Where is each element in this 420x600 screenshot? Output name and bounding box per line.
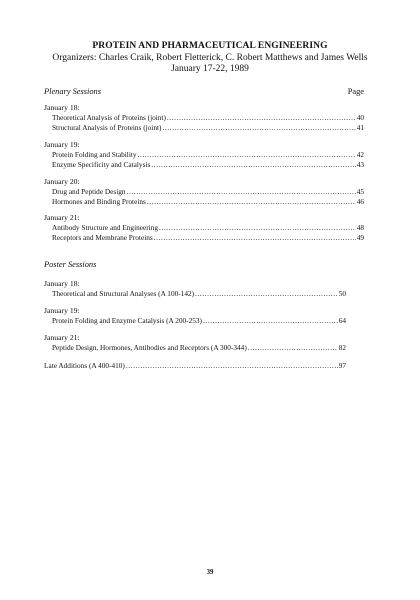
toc-entry-label: Drug and Peptide Design xyxy=(52,187,126,196)
toc-entry xyxy=(52,343,346,352)
poster-sessions-heading: Poster Sessions xyxy=(44,260,97,269)
toc-entry-page: 40 xyxy=(356,113,364,122)
leader-dots xyxy=(154,233,356,242)
toc-entry xyxy=(52,187,364,196)
page-number: 39 xyxy=(206,569,214,576)
toc-entry-page: 49 xyxy=(356,233,364,242)
toc-entry-label: Hormones and Binding Proteins xyxy=(52,197,146,206)
leader-dots xyxy=(159,223,356,232)
toc-entry-label: Late Additions (A 400-410) xyxy=(44,361,125,370)
toc-entry-label: Protein Folding and Enzyme Catalysis (A 200-253) xyxy=(52,316,202,325)
toc-entry-page: 41 xyxy=(356,123,364,132)
toc-entry xyxy=(52,316,346,325)
toc-entry-label: Antibody Structure and Engineering xyxy=(52,223,158,232)
toc-entry xyxy=(52,150,364,159)
toc-entry-page: 82 xyxy=(338,343,346,352)
toc-entry-label: Protein Folding and Stability xyxy=(52,150,137,159)
plenary-date-label: January 19: xyxy=(44,140,80,149)
leader-dots xyxy=(248,343,338,352)
toc-entry xyxy=(52,160,364,169)
leader-dots xyxy=(162,123,355,132)
leader-dots xyxy=(151,160,355,169)
toc-entry-label: Enzyme Specificity and Catalysis xyxy=(52,160,151,169)
leader-dots xyxy=(138,150,356,159)
conference-dates: January 17-22, 1989 xyxy=(171,64,249,74)
toc-entry-late-additions xyxy=(44,361,346,370)
toc-entry xyxy=(52,233,364,242)
leader-dots xyxy=(167,113,356,122)
toc-entry-page: 46 xyxy=(356,197,364,206)
poster-date-label: January 18: xyxy=(44,279,80,288)
toc-entry xyxy=(52,123,364,132)
toc-entry-page: 45 xyxy=(356,187,364,196)
toc-entry-page: 42 xyxy=(356,150,364,159)
plenary-date-label: January 21: xyxy=(44,213,80,222)
plenary-sessions-heading: Plenary Sessions xyxy=(44,87,101,96)
leader-dots xyxy=(126,361,338,370)
poster-date-label: January 19: xyxy=(44,306,80,315)
toc-entry-page: 97 xyxy=(338,361,346,370)
toc-entry-label: Peptide Design, Hormones, Antibodies and Receptors (A 300-344) xyxy=(52,343,247,352)
leader-dots xyxy=(195,289,338,298)
document-title: PROTEIN AND PHARMACEUTICAL ENGINEERING xyxy=(92,41,328,51)
leader-dots xyxy=(127,187,356,196)
leader-dots xyxy=(147,197,356,206)
toc-entry xyxy=(52,289,346,298)
toc-entry xyxy=(52,113,364,122)
plenary-date-label: January 20: xyxy=(44,177,80,186)
leader-dots xyxy=(203,316,338,325)
organizers-line: Organizers: Charles Craik, Robert Fletterick, C. Robert Matthews and James Wells xyxy=(52,53,368,63)
toc-entry-page: 64 xyxy=(338,316,346,325)
toc-entry xyxy=(52,197,364,206)
plenary-date-label: January 18: xyxy=(44,103,80,112)
poster-date-label: January 21: xyxy=(44,333,80,342)
toc-entry-page: 50 xyxy=(338,289,346,298)
toc-entry-label: Receptors and Membrane Proteins xyxy=(52,233,153,242)
toc-entry-label: Structural Analysis of Proteins (joint) xyxy=(52,123,162,132)
toc-entry-label: Theoretical Analysis of Proteins (joint) xyxy=(52,113,166,122)
toc-entry-page: 48 xyxy=(356,223,364,232)
toc-entry xyxy=(52,223,364,232)
toc-entry-page: 43 xyxy=(356,160,364,169)
page-column-heading: Page xyxy=(347,87,364,96)
toc-entry-label: Theoretical and Structural Analyses (A 100-142) xyxy=(52,289,195,298)
